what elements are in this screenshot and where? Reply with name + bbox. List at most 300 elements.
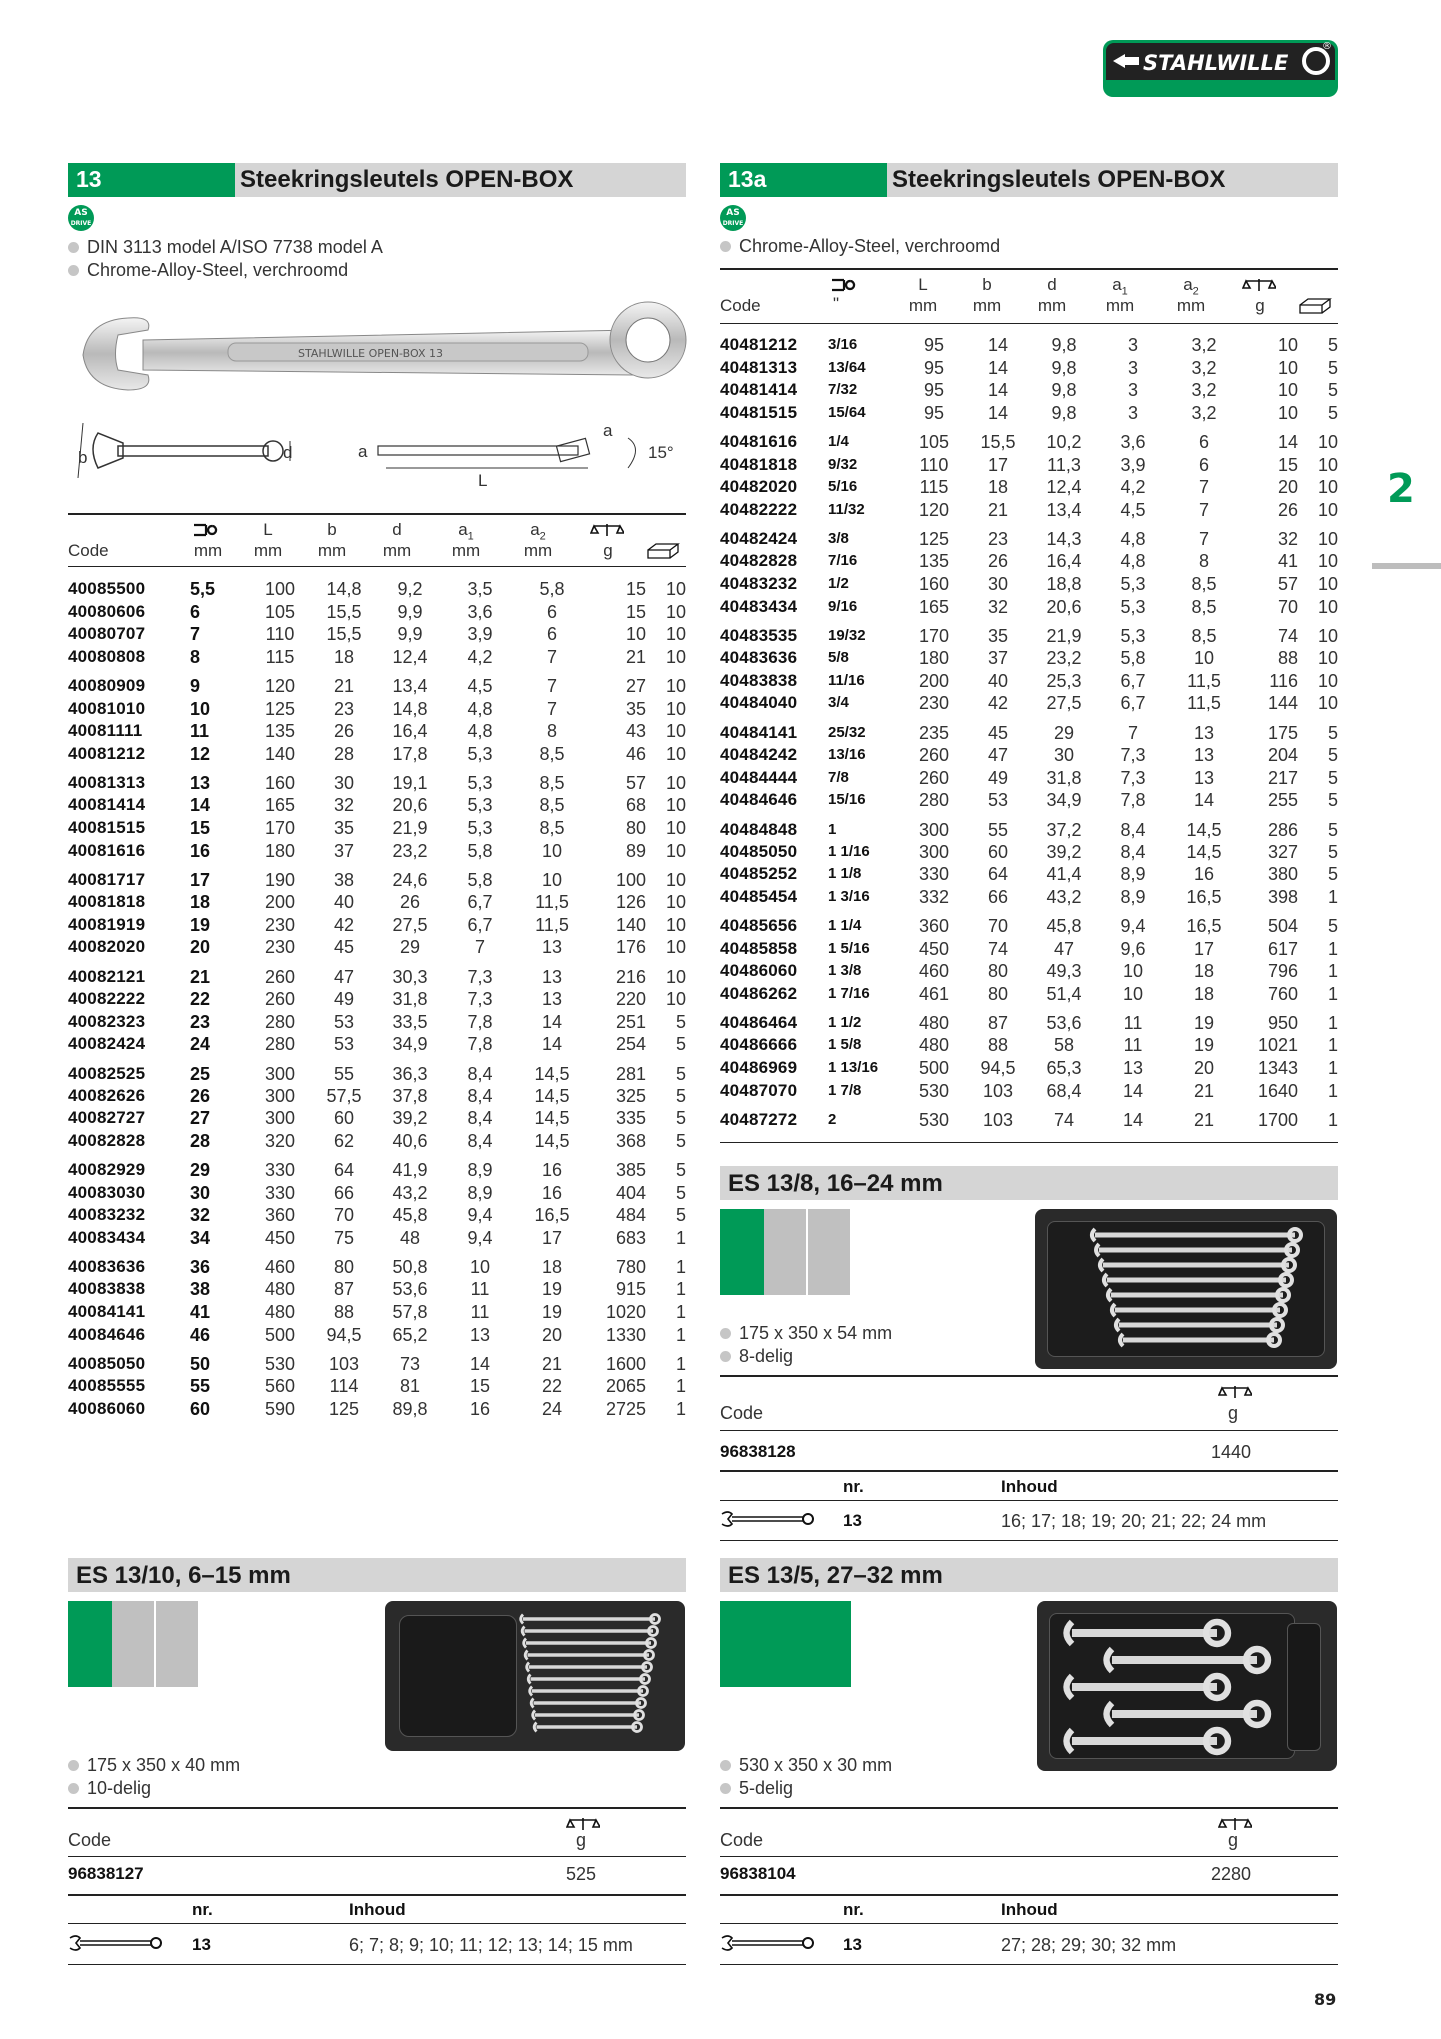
table-row: [720, 499, 1338, 522]
value-cell: 10: [1317, 625, 1338, 646]
value-cell: 8,4: [467, 1085, 493, 1106]
col-d: d: [392, 520, 402, 539]
color-swatch-green: [720, 1601, 851, 1687]
size-cell: 15/16: [828, 791, 866, 809]
size-cell: 9/16: [828, 597, 858, 615]
size-cell: 8: [190, 647, 201, 668]
code-cell: 40481515: [720, 403, 798, 423]
tray-wrench: [527, 1663, 652, 1672]
value-cell: 10: [665, 869, 686, 890]
code-cell: 40485858: [720, 938, 798, 958]
value-cell: 10: [1122, 961, 1144, 982]
col-code: Code: [720, 296, 761, 315]
table-row: [720, 424, 1338, 453]
value-cell: 88: [1277, 648, 1298, 669]
value-cell: 460: [918, 961, 950, 982]
value-cell: 18: [1193, 983, 1215, 1004]
code-cell: 40082929: [68, 1160, 146, 1180]
value-cell: 7: [546, 647, 557, 668]
size-cell: 11/32: [828, 500, 865, 518]
value-cell: 300: [264, 1108, 296, 1129]
value-cell: 10: [665, 647, 686, 668]
es-code-label: Code: [720, 1830, 764, 1850]
value-cell: 11,3: [1047, 454, 1081, 475]
value-cell: 125: [264, 698, 296, 719]
value-cell: 37,2: [1046, 819, 1082, 840]
value-cell: 17: [987, 454, 1009, 475]
section-header-13a: [720, 163, 1338, 197]
value-cell: 10: [1277, 380, 1298, 401]
value-cell: 176: [615, 937, 646, 958]
size-cell: 18: [190, 892, 211, 913]
value-cell: 58: [1053, 1035, 1075, 1056]
value-cell: 200: [264, 892, 296, 913]
table-row: [720, 357, 1338, 380]
value-cell: 5: [675, 1085, 686, 1106]
table-row: [720, 647, 1338, 670]
table-row: [68, 623, 686, 646]
table-row: [720, 670, 1338, 693]
value-cell: 5: [675, 1108, 686, 1129]
tray-wrench: [1112, 1304, 1286, 1316]
value-cell: 7,8: [1120, 790, 1146, 811]
value-cell: 10: [1317, 693, 1338, 714]
value-cell: 41,9: [392, 1160, 428, 1181]
value-cell: 64: [333, 1160, 355, 1181]
size-cell: 1 13/16: [828, 1058, 879, 1076]
section-number: 13a: [720, 163, 887, 197]
bullet-item: 530 x 350 x 30 mm: [720, 1754, 892, 1777]
value-cell: 5: [1327, 335, 1338, 356]
code-cell: 40082020: [68, 937, 146, 957]
value-cell: 10: [1277, 403, 1298, 424]
size-cell: 5,5: [190, 579, 216, 600]
value-cell: 7: [546, 698, 557, 719]
value-cell: 15: [625, 601, 646, 622]
value-cell: 7: [546, 676, 557, 697]
code-cell: 40484040: [720, 693, 798, 713]
value-cell: 230: [264, 937, 296, 958]
table-row: [720, 1079, 1338, 1102]
es-nr-label: nr.: [192, 1900, 213, 1919]
table-row: [720, 908, 1338, 937]
value-cell: 7,3: [467, 989, 493, 1010]
es-weight: 1440: [1211, 1442, 1252, 1462]
bullet-item: 10-delig: [68, 1777, 240, 1800]
es-g-label: g: [576, 1830, 587, 1850]
code-cell: 40083030: [68, 1182, 146, 1202]
code-cell: 40080808: [68, 647, 146, 667]
table-row: [68, 743, 686, 766]
size-cell: 15: [190, 818, 211, 839]
value-cell: 49: [333, 989, 355, 1010]
code-cell: 40081515: [68, 818, 146, 838]
es-nr: 13: [843, 1511, 862, 1530]
tray-wrenches: [515, 1611, 675, 1741]
value-cell: 504: [1267, 916, 1298, 937]
value-cell: 16,4: [392, 721, 428, 742]
value-cell: 9,2: [397, 579, 423, 600]
value-cell: 9,8: [1051, 357, 1077, 378]
value-cell: 5,8: [1120, 648, 1146, 669]
value-cell: 8,5: [539, 795, 565, 816]
value-cell: 1640: [1257, 1080, 1298, 1101]
value-cell: 14: [1277, 432, 1298, 453]
dimension-drawing: [68, 408, 688, 494]
code-cell: 40085050: [68, 1353, 146, 1373]
value-cell: 4,8: [1120, 551, 1146, 572]
tray-wrench: [1108, 1289, 1289, 1301]
size-cell: 29: [190, 1160, 211, 1181]
size-cell: 6: [190, 601, 201, 622]
value-cell: 21: [541, 1353, 563, 1374]
code-cell: 40486969: [720, 1057, 798, 1077]
value-cell: 94,5: [980, 1057, 1016, 1078]
value-cell: 2065: [605, 1376, 646, 1397]
table-row: [720, 573, 1338, 596]
code-cell: 40082525: [68, 1063, 146, 1083]
scale-icon: [1218, 1384, 1252, 1400]
code-cell: 40486060: [720, 961, 798, 981]
code-cell: 40081818: [68, 892, 146, 912]
value-cell: 12,4: [392, 647, 428, 668]
value-cell: 70: [333, 1205, 355, 1226]
value-cell: 100: [264, 579, 296, 600]
value-cell: 1: [675, 1353, 686, 1374]
value-cell: 60: [987, 841, 1009, 862]
value-cell: 8,5: [1191, 625, 1217, 646]
es-13-5-bullets: [720, 1754, 892, 1800]
size-cell: 1/2: [828, 575, 849, 593]
value-cell: 3,9: [1120, 454, 1146, 475]
code-cell: 40483434: [720, 596, 798, 616]
value-cell: 3,2: [1191, 357, 1217, 378]
value-cell: 368: [615, 1130, 646, 1151]
right-product-table: [720, 334, 1338, 1131]
size-cell: 11/16: [828, 671, 865, 689]
size-cell: 7/8: [828, 768, 849, 786]
value-cell: 53: [333, 1034, 355, 1055]
value-cell: 9,9: [397, 624, 423, 645]
value-cell: 5: [675, 1182, 686, 1203]
value-cell: 73: [399, 1353, 421, 1374]
table-row: [720, 476, 1338, 499]
value-cell: 8,9: [467, 1160, 493, 1181]
value-cell: 3,2: [1191, 380, 1217, 401]
value-cell: 62: [333, 1130, 355, 1151]
value-cell: 19: [541, 1279, 563, 1300]
value-cell: 5,3: [467, 743, 493, 764]
tray-wrench: [1067, 1676, 1229, 1698]
code-cell: 40082121: [68, 966, 146, 986]
value-cell: 280: [264, 1011, 296, 1032]
open-end-icon: [192, 522, 222, 538]
table-row: [68, 1375, 686, 1398]
value-cell: 10: [665, 818, 686, 839]
size-cell: 36: [190, 1257, 211, 1278]
value-cell: 21: [987, 499, 1009, 520]
value-cell: 330: [264, 1182, 296, 1203]
value-cell: 1: [1327, 961, 1338, 982]
tray-wrench: [1116, 1319, 1283, 1331]
es-weight: 2280: [1211, 1864, 1252, 1884]
tray-wrench: [524, 1639, 656, 1648]
value-cell: 43: [625, 721, 646, 742]
value-cell: 5: [1327, 722, 1338, 743]
value-cell: 398: [1267, 886, 1298, 907]
code-cell: 40485050: [720, 841, 798, 861]
size-cell: 19: [190, 914, 211, 935]
value-cell: 10: [1317, 529, 1338, 550]
value-cell: 32: [987, 596, 1009, 617]
value-cell: 14: [987, 335, 1009, 356]
size-cell: 7: [190, 624, 201, 645]
size-cell: 1 5/8: [828, 1036, 862, 1054]
code-cell: 40485656: [720, 916, 798, 936]
value-cell: 88: [333, 1301, 355, 1322]
tray-wrench: [1067, 1622, 1229, 1644]
value-cell: 75: [333, 1227, 355, 1248]
size-cell: 1 3/8: [828, 962, 862, 980]
code-cell: 40082828: [68, 1130, 146, 1150]
value-cell: 1020: [605, 1301, 646, 1322]
value-cell: 10: [541, 869, 563, 890]
value-cell: 15,5: [980, 432, 1016, 453]
value-cell: 180: [264, 840, 296, 861]
table-row: [68, 1033, 686, 1056]
table-row: [720, 960, 1338, 983]
value-cell: 10: [1317, 432, 1338, 453]
value-cell: 320: [264, 1130, 296, 1151]
value-cell: 216: [615, 966, 646, 987]
size-cell: 46: [190, 1324, 211, 1345]
value-cell: 14: [987, 403, 1009, 424]
size-cell: 1 1/4: [828, 917, 862, 935]
as-drive-badge: AS DRIVE: [68, 205, 94, 231]
value-cell: 10: [469, 1257, 491, 1278]
value-cell: 94,5: [326, 1324, 362, 1345]
value-cell: 10: [665, 840, 686, 861]
value-cell: 140: [264, 743, 296, 764]
size-cell: 5/16: [828, 478, 858, 496]
value-cell: 180: [918, 648, 950, 669]
value-cell: 16: [541, 1182, 563, 1203]
tray-wrench: [1092, 1229, 1301, 1241]
size-cell: 60: [190, 1398, 211, 1419]
code-cell: 40486262: [720, 983, 798, 1003]
value-cell: 80: [333, 1257, 355, 1278]
value-cell: 1330: [605, 1324, 646, 1345]
value-cell: 65,3: [1046, 1057, 1082, 1078]
value-cell: 66: [987, 886, 1009, 907]
logo-registered: ®: [1322, 41, 1332, 52]
value-cell: 5,8: [539, 579, 565, 600]
value-cell: 500: [264, 1324, 296, 1345]
value-cell: 6,7: [467, 892, 493, 913]
table-row: [68, 891, 686, 914]
size-cell: 50: [190, 1353, 211, 1374]
col-a2: $a_2$: [1183, 275, 1199, 298]
value-cell: 1343: [1257, 1057, 1298, 1078]
size-cell: 1 3/16: [828, 887, 870, 905]
table-row: [68, 646, 686, 669]
value-cell: 115: [265, 647, 295, 668]
code-cell: 40486666: [720, 1035, 798, 1055]
value-cell: 1: [1327, 886, 1338, 907]
value-cell: 300: [264, 1063, 296, 1084]
bullet-item: 175 x 350 x 40 mm: [68, 1754, 240, 1777]
tray-wrench: [521, 1615, 660, 1624]
value-cell: 23,2: [392, 840, 428, 861]
value-cell: 18: [541, 1257, 563, 1278]
value-cell: 57: [1277, 574, 1298, 595]
value-cell: 9,6: [1120, 938, 1146, 959]
col-a1: $a_1$: [458, 520, 474, 543]
value-cell: 3: [1127, 403, 1138, 424]
value-cell: 255: [1267, 790, 1298, 811]
value-cell: 30: [987, 574, 1009, 595]
tray-wrench: [1107, 1703, 1269, 1725]
value-cell: 48: [399, 1227, 421, 1248]
value-cell: 24,6: [392, 869, 428, 890]
value-cell: 1: [1327, 1080, 1338, 1101]
value-cell: 327: [1267, 841, 1298, 862]
value-cell: 14: [469, 1353, 491, 1374]
size-cell: 15/64: [828, 404, 866, 422]
value-cell: 53: [987, 790, 1009, 811]
value-cell: 15: [625, 579, 646, 600]
color-swatch-green: [68, 1601, 112, 1687]
table-row: [68, 936, 686, 959]
value-cell: 29: [1053, 722, 1075, 743]
value-cell: 30: [333, 773, 355, 794]
value-cell: 13,4: [1046, 499, 1082, 520]
value-cell: 5: [1327, 357, 1338, 378]
value-cell: 480: [918, 1013, 950, 1034]
value-cell: 3,2: [1191, 403, 1217, 424]
col-g: g: [603, 541, 613, 560]
size-cell: 28: [190, 1130, 211, 1151]
value-cell: 5: [675, 1160, 686, 1181]
size-cell: 3/4: [828, 694, 849, 712]
value-cell: 5,3: [467, 818, 493, 839]
value-cell: 4,8: [1120, 529, 1146, 550]
value-cell: 16: [469, 1398, 491, 1419]
value-cell: 11,5: [1187, 693, 1221, 714]
value-cell: 39,2: [392, 1108, 428, 1129]
size-cell: 2: [828, 1110, 837, 1128]
value-cell: 27: [625, 676, 646, 697]
code-cell: 40482828: [720, 551, 798, 571]
value-cell: 1: [675, 1279, 686, 1300]
value-cell: 26: [399, 892, 421, 913]
value-cell: 10: [665, 795, 686, 816]
table-row: [720, 453, 1338, 476]
value-cell: 7: [1198, 477, 1209, 498]
size-cell: 27: [190, 1108, 211, 1129]
value-cell: 23,2: [1046, 648, 1082, 669]
left-bullets: [68, 236, 383, 282]
value-cell: 70: [987, 916, 1009, 937]
value-cell: 45,8: [1046, 916, 1082, 937]
value-cell: 8,9: [467, 1182, 493, 1203]
col-code: Code: [68, 541, 109, 560]
es-inhoud: 16; 17; 18; 19; 20; 21; 22; 24 mm: [1001, 1511, 1267, 1531]
table-row: [68, 1249, 686, 1278]
value-cell: 1: [1327, 983, 1338, 1004]
value-cell: 21: [1193, 1080, 1215, 1101]
value-cell: 10: [1277, 357, 1298, 378]
es-g-label: g: [1228, 1403, 1239, 1423]
code-cell: 40082323: [68, 1011, 146, 1031]
tray-image: [1037, 1601, 1337, 1771]
value-cell: 2725: [605, 1398, 646, 1419]
value-cell: 3: [1127, 380, 1138, 401]
table-row: [68, 817, 686, 840]
table-row: [68, 1278, 686, 1301]
value-cell: 8,5: [1191, 574, 1217, 595]
size-cell: 17: [190, 869, 211, 890]
value-cell: 14: [987, 380, 1009, 401]
table-row: [720, 692, 1338, 715]
chapter-number: 2: [1387, 466, 1415, 512]
size-cell: 21: [190, 966, 211, 987]
left-table-header: Code mm L mm b mm d mm $a_1$ mm $a_2$ mm g: [68, 520, 686, 562]
value-cell: 325: [615, 1085, 646, 1106]
wrench-photo: [78, 300, 688, 412]
value-cell: 7,3: [1120, 745, 1146, 766]
value-cell: 103: [982, 1109, 1014, 1130]
value-cell: 11: [1123, 1035, 1143, 1056]
es-inhoud-label: Inhoud: [1001, 1900, 1058, 1919]
code-cell: 40081111: [68, 721, 143, 741]
table-row: [720, 982, 1338, 1005]
value-cell: 217: [1267, 767, 1298, 788]
value-cell: 31,8: [392, 989, 428, 1010]
wrench-icon: [720, 1508, 818, 1530]
value-cell: 39,2: [1046, 841, 1082, 862]
value-cell: 14: [1122, 1109, 1144, 1130]
value-cell: 170: [918, 625, 950, 646]
value-cell: 9,8: [1051, 380, 1077, 401]
code-cell: 40083636: [68, 1257, 146, 1277]
value-cell: 175: [1267, 722, 1298, 743]
value-cell: 5: [1327, 864, 1338, 885]
code-cell: 40481414: [720, 380, 798, 400]
value-cell: 4,5: [1120, 499, 1146, 520]
package-icon: [646, 542, 680, 560]
color-swatch-green: [720, 1209, 764, 1295]
dim-a2: a: [603, 421, 613, 440]
value-cell: 9,4: [467, 1205, 493, 1226]
value-cell: 950: [1267, 1013, 1298, 1034]
value-cell: 300: [918, 841, 950, 862]
size-cell: 13: [190, 773, 211, 794]
value-cell: 3,2: [1191, 335, 1217, 356]
tray-wrench: [530, 1687, 648, 1696]
value-cell: 11: [1123, 1013, 1143, 1034]
es-code: 96838104: [720, 1864, 796, 1883]
value-cell: 220: [615, 989, 646, 1010]
value-cell: 300: [264, 1085, 296, 1106]
value-cell: 95: [923, 380, 945, 401]
value-cell: 80: [987, 983, 1009, 1004]
value-cell: 5,3: [467, 773, 493, 794]
value-cell: 14,5: [1186, 841, 1222, 862]
code-cell: 40081313: [68, 773, 146, 793]
es-nr-label: nr.: [843, 1477, 864, 1496]
value-cell: 10: [665, 773, 686, 794]
